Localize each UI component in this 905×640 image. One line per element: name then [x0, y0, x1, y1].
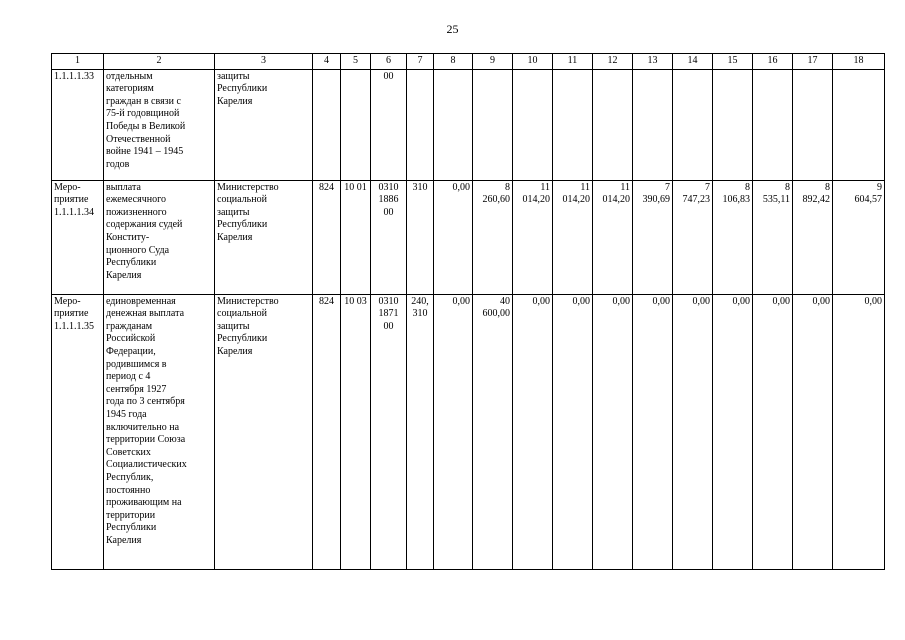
cell-value: 0,00 — [532, 295, 550, 307]
budget-table — [51, 53, 885, 570]
cell-value: 0,00 — [864, 295, 882, 307]
measure-code: Меро- приятие 1.1.1.1.34 — [54, 181, 94, 218]
table-row — [52, 294, 885, 569]
cell-vr: 310 — [412, 181, 428, 193]
cell-value: 11 014,20 — [562, 181, 590, 206]
cell-grbs: 824 — [319, 295, 334, 307]
table-row — [52, 69, 885, 180]
column-header: 13 — [633, 54, 673, 70]
cell-vr: 240, 310 — [411, 295, 429, 320]
cell-value: 7 747,23 — [682, 181, 710, 206]
cell-value: 8 106,83 — [722, 181, 750, 206]
column-header: 12 — [593, 54, 633, 70]
cell-csr: 0310 1871 00 — [378, 295, 399, 332]
cell-value: 0,00 — [612, 295, 630, 307]
column-header: 5 — [341, 54, 371, 70]
column-header: 1 — [52, 54, 104, 70]
column-header: 15 — [713, 54, 753, 70]
cell-value: 8 535,11 — [762, 181, 790, 206]
measure-name: выплата ежемесячного пожизненного содержания судей Конститу- ционного Суда Республики Карелия — [106, 181, 183, 281]
cell-value: 0,00 — [452, 295, 470, 307]
header-row — [52, 54, 885, 70]
column-header: 8 — [434, 54, 473, 70]
column-header: 16 — [753, 54, 793, 70]
column-header: 11 — [553, 54, 593, 70]
column-header: 9 — [473, 54, 513, 70]
responsible-executor: защиты Республики Карелия — [217, 70, 268, 107]
column-header: 17 — [793, 54, 833, 70]
cell-csr: 0310 1886 00 — [378, 181, 399, 218]
cell-value: 0,00 — [812, 295, 830, 307]
cell-csr: 00 — [383, 70, 394, 82]
measure-name: единовременная денежная выплата гражданам Российской Федерации, родившимся в период с 4 сентября 1927 года по 3 сентября 1945 года включительно на территории Союза Советских Социалистических Республик, постоянно проживающим на территории Республики Карелия — [106, 295, 187, 546]
responsible-executor: Министерство социальной защиты Республики Карелия — [217, 295, 279, 357]
cell-value: 0,00 — [652, 295, 670, 307]
column-header: 7 — [407, 54, 434, 70]
column-header: 14 — [673, 54, 713, 70]
measure-code: 1.1.1.1.33 — [54, 70, 94, 82]
cell-value: 0,00 — [572, 295, 590, 307]
cell-value: 11 014,20 — [522, 181, 550, 206]
cell-value: 11 014,20 — [602, 181, 630, 206]
cell-value: 8 260,60 — [482, 181, 510, 206]
cell-rzpr: 10 03 — [344, 295, 367, 307]
cell-value: 0,00 — [692, 295, 710, 307]
column-header: 18 — [833, 54, 885, 70]
cell-value: 8 892,42 — [802, 181, 830, 206]
cell-value: 9 604,57 — [854, 181, 882, 206]
cell-value: 7 390,69 — [642, 181, 670, 206]
cell-value: 0,00 — [452, 181, 470, 193]
column-header: 10 — [513, 54, 553, 70]
responsible-executor: Министерство социальной защиты Республики Карелия — [217, 181, 279, 243]
column-header: 4 — [313, 54, 341, 70]
column-header: 2 — [104, 54, 215, 70]
column-header: 6 — [371, 54, 407, 70]
measure-name: отдельным категориям граждан в связи с 75-й годовщиной Победы в Великой Отечественной войне 1941 – 1945 годов — [106, 70, 186, 170]
column-header: 3 — [215, 54, 313, 70]
table-row — [52, 180, 885, 294]
measure-code: Меро- приятие 1.1.1.1.35 — [54, 295, 94, 332]
cell-grbs: 824 — [319, 181, 334, 193]
page-number: 25 — [446, 22, 459, 36]
cell-value: 0,00 — [772, 295, 790, 307]
cell-value: 0,00 — [732, 295, 750, 307]
cell-rzpr: 10 01 — [344, 181, 367, 193]
cell-value: 40 600,00 — [482, 295, 510, 320]
